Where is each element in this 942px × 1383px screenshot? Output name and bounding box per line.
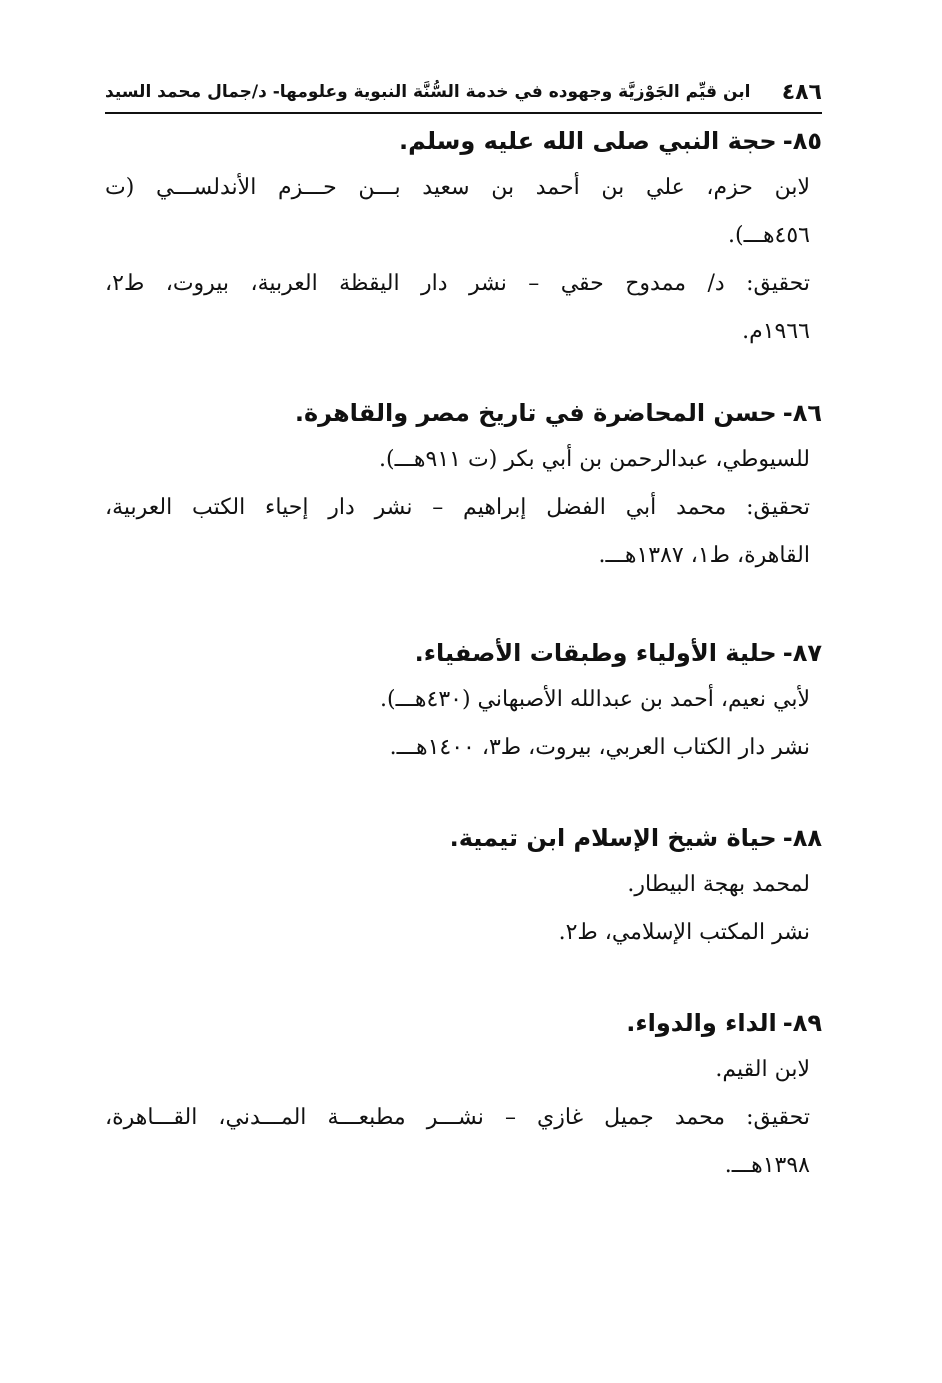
entry-title-text: الداء والدواء. [626, 1009, 777, 1037]
entry-title [105, 1000, 822, 1046]
entry-line: لابن القيم. [715, 1057, 810, 1082]
entry-title-text: حسن المحاضرة في تاريخ مصر والقاهرة. [294, 399, 777, 427]
entry-number: ٨٥- [782, 127, 822, 155]
entry-line: تحقيق: د/ ممدوح حقي – نشر دار اليقظة العربية، بيروت، ط٢، [105, 271, 810, 296]
entry-number: ٨٨- [782, 824, 822, 852]
entry-line: لمحمد بهجة البيطار. [627, 872, 810, 897]
page-header [105, 72, 822, 112]
bibliography-entry-87 [105, 630, 822, 772]
entry-title [105, 815, 822, 861]
entry-title-text: حياة شيخ الإسلام ابن تيمية. [449, 824, 777, 852]
entry-line: للسيوطي، عبدالرحمن بن أبي بكر (ت ٩١١هـــ). [379, 447, 810, 472]
entry-line: ٤٥٦هـــ). [728, 223, 810, 248]
entry-line: ١٩٦٦م. [742, 319, 810, 344]
page-number: ٤٨٦ [781, 79, 822, 105]
entry-number: ٨٧- [782, 639, 822, 667]
entry-line: تحقيق: محمد جميل غازي – نشـــر مطبعـــة المـــدني، القـــاهرة، [105, 1105, 810, 1130]
entry-line: نشر المكتب الإسلامي، ط٢. [558, 920, 810, 945]
bibliography-entry-89 [105, 1000, 822, 1190]
entry-line: نشر دار الكتاب العربي، بيروت، ط٣، ١٤٠٠هـــ. [389, 735, 810, 760]
entry-number: ٨٦- [782, 399, 822, 427]
entry-line: لأبي نعيم، أحمد بن عبدالله الأصبهاني (٤٣٠هـــ). [380, 687, 810, 712]
entry-title-text: حلية الأولياء وطبقات الأصفياء. [414, 639, 777, 667]
entry-line: القاهرة، ط١، ١٣٨٧هـــ. [598, 543, 810, 568]
bibliography-entry-88 [105, 815, 822, 957]
entry-line: تحقيق: محمد أبي الفضل إبراهيم – نشر دار إحياء الكتب العربية، [105, 495, 810, 520]
bibliography-entry-86 [105, 390, 822, 580]
entry-number: ٨٩- [782, 1009, 822, 1037]
entry-title-text: حجة النبي صلى الله عليه وسلم. [399, 127, 777, 155]
running-title: ابن قيِّم الجَوْزيَّة وجهوده في خدمة السُّنَّة النبوية وعلومها- د/جمال محمد السيد [105, 82, 751, 102]
entry-line: لابن حزم، علي بن أحمد بن سعيد بـــن حـــزم الأندلســـي (ت [105, 175, 810, 200]
header-rule [105, 112, 822, 114]
bibliography-entry-85 [105, 118, 822, 356]
entry-title [105, 390, 822, 436]
entry-title [105, 118, 822, 164]
entry-title [105, 630, 822, 676]
entry-line: ١٣٩٨هـــ. [724, 1153, 810, 1178]
